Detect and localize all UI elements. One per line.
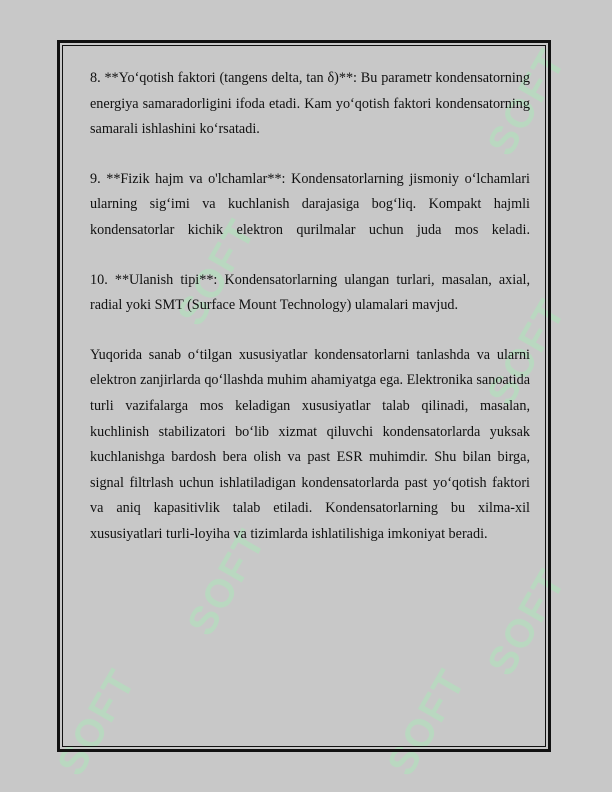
watermark: SOFT [49,661,145,783]
watermark: SOFT [479,41,575,163]
paragraph-loss-factor: 8. **Yo‘qotish faktori (tangens delta, tan δ)**: Bu parametr kondensatorning energiya samaradorligini ifoda etadi. Kam yo‘qotish faktori kondensatorning samarali ishlashini ko‘rsatadi. [90,70,530,138]
paragraph-summary: Yuqorida sanab o‘tilgan xususiyatlar kondensatorlarni tanlashda va ularni elektron zanjirlarda qo‘llashda muhim ahamiyatga ega. Elektronika sanoatida turli vazifalarga mos keladigan xususiyatlar talab qilinadi, masalan, kuchlinish stabilizatori bo‘lib xizmat qiluvchi kondensatorlarda yuksak kuchlanishga bardosh bera olish va past ESR muhimdir. Shu bilan birga, signal filtrlash uchun ishlatiladigan kondensatorlarda past yo‘qotish faktori va aniq kapasitivlik talab etiladi. Kondensatorlarning bu xilma-xil xususiyatlari turli-loyiha va tizimlarda ishlatilishiga imkoniyat beradi. [90,346,530,542]
paragraph-physical-size: 9. **Fizik hajm va o'lchamlar**: Kondensatorlarning jismoniy o‘lchamlari ularning sig‘imi va kuchlanish darajasiga bog‘liq. Kompakt hajmli kondensatorlar kichik elektron qurilmalar uchun juda mos keladi. [90,170,530,238]
paragraph-connection-type: 10. **Ulanish tipi**: Kondensatorlarning ulangan turlari, masalan, axial, radial yoki SMT (Surface Mount Technology) ulamalari mavjud. [90,271,530,314]
watermark: SOFT [379,661,475,783]
watermark: SOFT [479,561,575,683]
document-body [90,66,530,548]
watermark: SOFT [179,521,275,643]
watermark: SOFT [169,211,265,333]
watermark: SOFT [479,291,575,413]
